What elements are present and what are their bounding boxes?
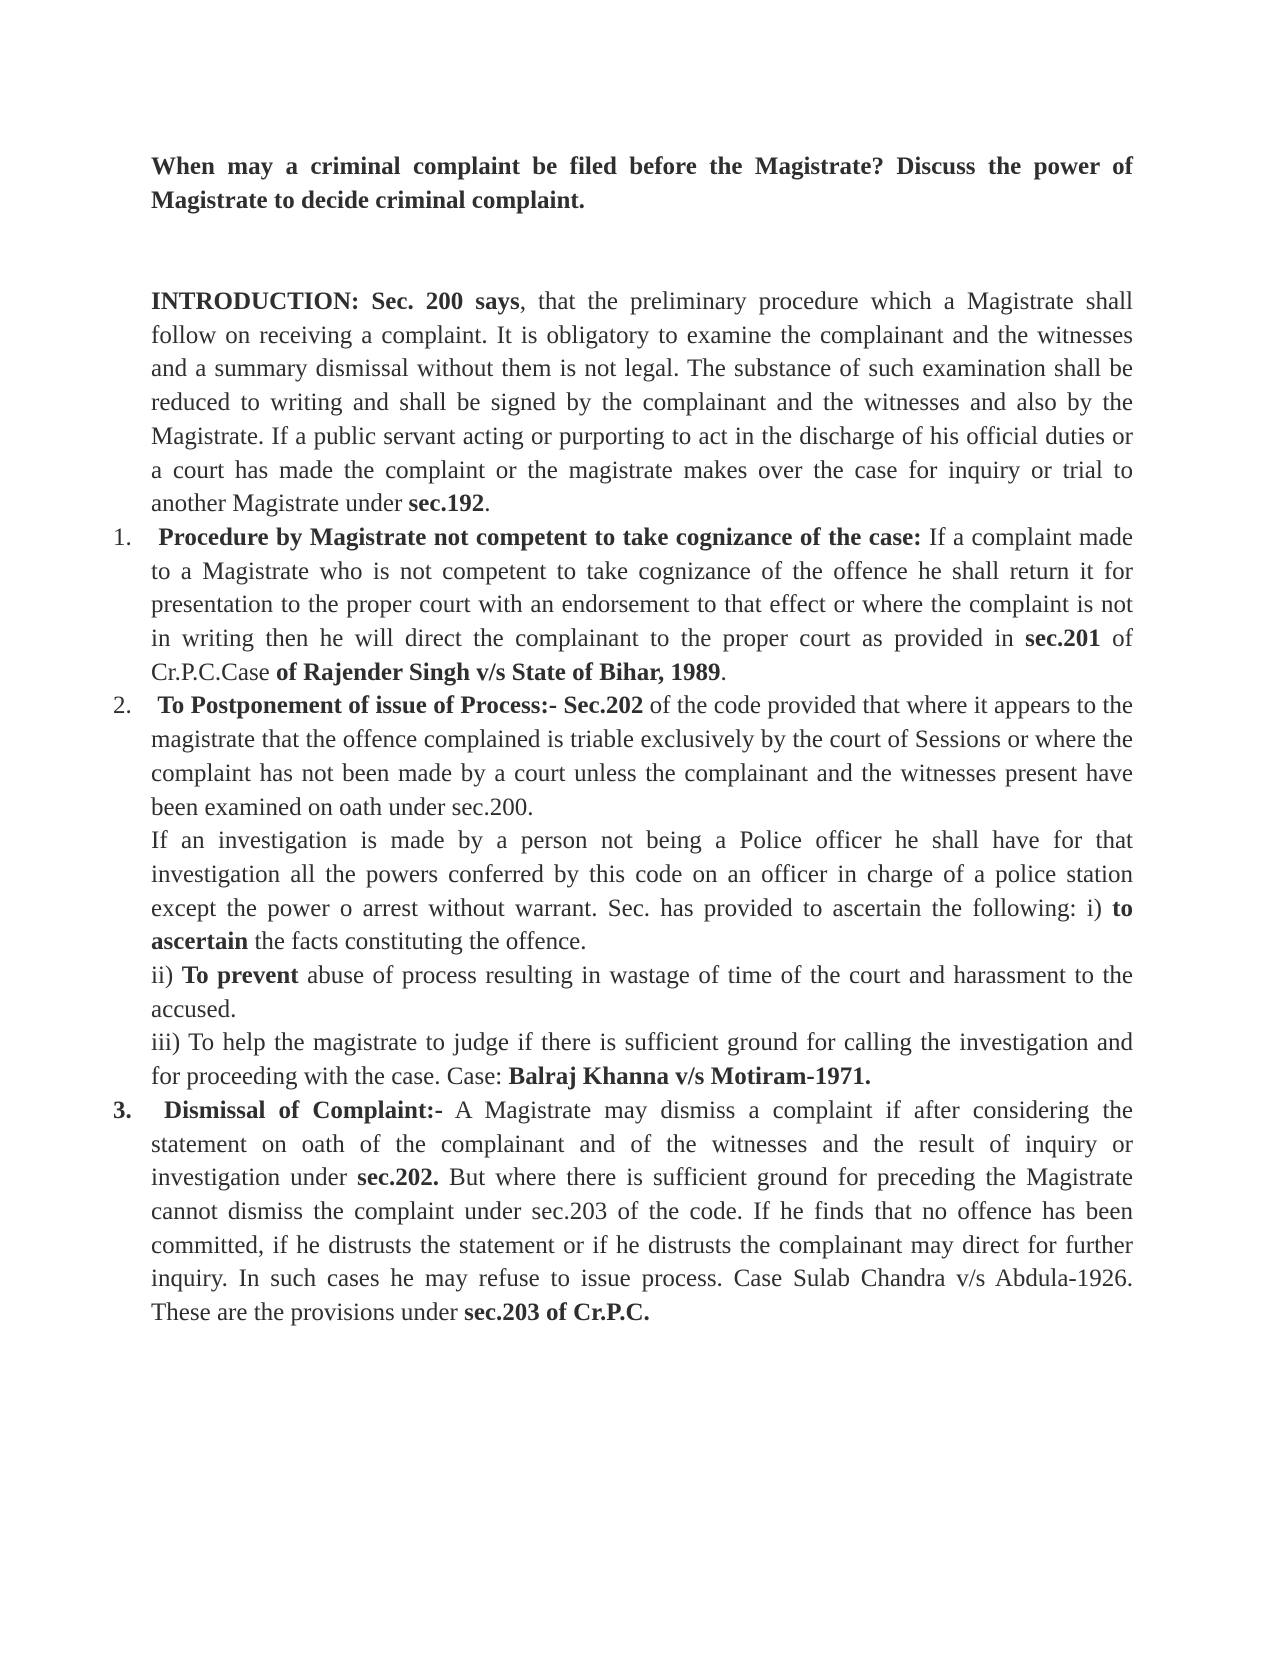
list-item-2-point-2 bbox=[151, 959, 1133, 1026]
introduction-text: , that the preliminary procedure which a Magistrate shall follow on receiving a complaint. It is obligatory to examine the complainant and the witnesses and a summary dismissal without them is not legal. The substance of such examination shall be reduced to writing and shall be signed by the complainant and the witnesses and also by the Magistrate. If a public servant acting or purporting to act in the discharge of his official duties or a court has made the complaint or the magistrate makes over the case for inquiry or trial to another Magistrate under bbox=[151, 288, 1133, 518]
document-body bbox=[113, 285, 1134, 1330]
introduction-paragraph bbox=[151, 285, 1133, 521]
list-item-1 bbox=[113, 521, 1133, 690]
point-1-label: to ascertain bbox=[151, 894, 1133, 956]
list-item-3-heading: Dismissal of Complaint:- bbox=[164, 1096, 443, 1124]
list-item-3-text bbox=[151, 1094, 1133, 1330]
list-item-2-point-3 bbox=[151, 1026, 1133, 1093]
list-item-1-body: If a complaint made to a Magistrate who is not competent to take cognizance of the offence he shall return it for presentation to the proper court with an endorsement to that effect or where the complaint is not in writing then he will direct the complainant to the proper court as provided in bbox=[151, 523, 1133, 653]
list-item-3-end: sec.203 of Cr.P.C. bbox=[464, 1299, 650, 1327]
list-item-2-heading: To Postponement of issue of Process:- Sec.202 bbox=[157, 692, 644, 720]
list-item-1-case: of Rajender Singh v/s State of Bihar, 1989 bbox=[276, 658, 721, 686]
list-item-2-body-2: If an investigation is made by a person not being a Police officer he shall have for that investigation all the powers conferred by this code on an officer in charge of a police station except the power o arrest without warrant. Sec. has provided to ascertain the following: i) bbox=[151, 827, 1133, 922]
point-1-text: the facts constituting the offence. bbox=[248, 928, 587, 956]
list-item-3 bbox=[113, 1094, 1133, 1330]
list-item-1-end: . bbox=[720, 658, 727, 686]
introduction-section-ref: sec.192 bbox=[408, 490, 485, 518]
list-item-3-body-2: But where there is sufficient ground for preceding the Magistrate cannot dismiss the complaint under sec.203 of the code. If he finds that no offence has been committed, if he distrusts the statement or if he distrusts the complainant may direct for further inquiry. In such cases he may refuse to issue process. Case Sulab Chandra v/s Abdula-1926. These are the provisions under bbox=[151, 1164, 1133, 1327]
list-number: 3. bbox=[113, 1096, 132, 1124]
list-item-3-section-ref: sec.202. bbox=[357, 1164, 440, 1192]
list-item-1-section-ref: sec.201 bbox=[1025, 625, 1101, 653]
list-item-2-investigation bbox=[151, 824, 1133, 959]
introduction-end: . bbox=[484, 490, 491, 518]
point-2-prefix: ii) bbox=[151, 962, 182, 990]
list-item-1-body-2: of Cr.P.C.Case bbox=[151, 625, 1133, 686]
list-item-1-text bbox=[151, 521, 1133, 690]
point-2-text: abuse of process resulting in wastage of time of the court and harassment to the accused. bbox=[151, 962, 1134, 1023]
list-number: 1. bbox=[113, 523, 132, 551]
list-item-1-heading: Procedure by Magistrate not competent to take cognizance of the case: bbox=[158, 523, 922, 551]
point-3-case: Balraj Khanna v/s Motiram-1971. bbox=[508, 1063, 872, 1091]
introduction-label: INTRODUCTION: Sec. 200 says bbox=[151, 288, 520, 315]
list-item-2-text bbox=[151, 689, 1133, 824]
list-item-2 bbox=[113, 689, 1134, 1093]
list-item-3-body: A Magistrate may dismiss a complaint if after considering the statement on oath of the complainant and of the witnesses and the result of inquiry or investigation under bbox=[151, 1096, 1133, 1192]
point-3-text: iii) To help the magistrate to judge if there is sufficient ground for calling the investigation and for proceeding with the case. Case: bbox=[151, 1029, 1133, 1091]
list-item-2-body: of the code provided that where it appears to the magistrate that the offence complained is triable exclusively by the court of Sessions or where the complaint has not been made by a court unless the complainant and the witnesses present have been examined on oath under sec.200. bbox=[151, 692, 1134, 821]
document-title: When may a criminal complaint be filed before the Magistrate? Discuss the power of Magistrate to decide criminal complaint. bbox=[151, 153, 1133, 214]
list-number: 2. bbox=[113, 692, 132, 720]
point-2-label: To prevent bbox=[181, 962, 299, 990]
